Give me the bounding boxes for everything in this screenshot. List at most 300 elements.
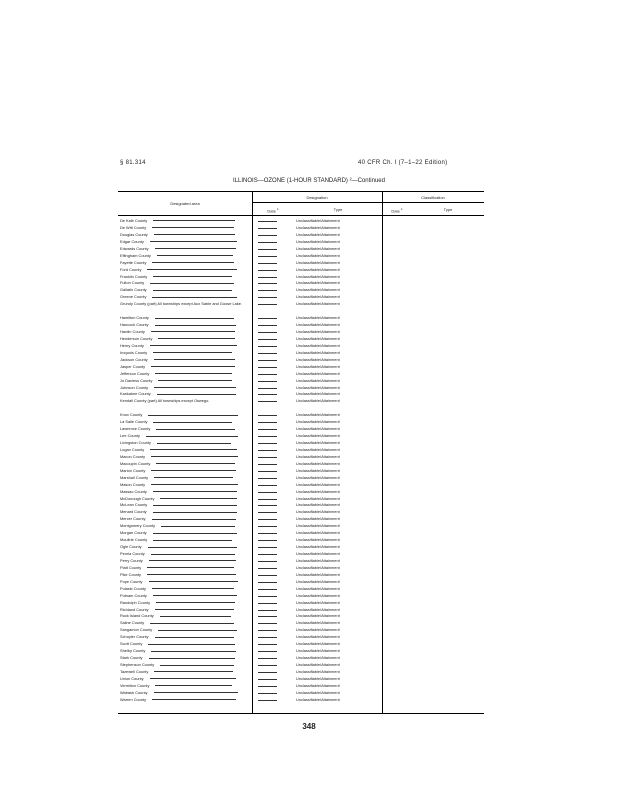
- designation-table: [118, 191, 484, 714]
- table-row: [118, 217, 484, 224]
- dot-leader: [161, 526, 235, 527]
- designation-type-cell: Unclassifiable/Attainment: [296, 620, 340, 626]
- table-row: [118, 273, 484, 280]
- dot-leader: [154, 359, 236, 360]
- table-row: [118, 293, 484, 300]
- date-blank: [258, 603, 277, 604]
- table-row: [118, 571, 484, 578]
- designation-type-cell: Unclassifiable/Attainment: [296, 585, 340, 591]
- date-blank: [258, 304, 277, 305]
- date-blank: [258, 540, 277, 541]
- designation-type-cell: Unclassifiable/Attainment: [296, 377, 340, 383]
- dot-leader: [150, 283, 234, 284]
- dot-leader: [149, 658, 236, 659]
- section-number: § 81.314: [120, 160, 146, 166]
- area-name: Union County: [120, 675, 144, 681]
- designated-area-cell: [120, 398, 248, 405]
- table-row: [118, 612, 484, 619]
- designation-type-cell: Unclassifiable/Attainment: [296, 641, 340, 647]
- table-row: [118, 266, 484, 273]
- date-blank: [258, 249, 277, 250]
- table-row: [118, 349, 484, 356]
- area-name: Richland County: [120, 606, 149, 612]
- designation-type-cell: Unclassifiable/Attainment: [296, 544, 340, 550]
- designation-type-cell: Unclassifiable/Attainment: [296, 516, 340, 522]
- date-blank: [258, 332, 277, 333]
- date-blank: [258, 547, 277, 548]
- table-row: [118, 453, 484, 460]
- dot-leader: [160, 498, 236, 499]
- date-blank: [258, 346, 277, 347]
- dot-leader: [155, 609, 234, 610]
- date-blank: [258, 526, 277, 527]
- dot-leader: [149, 560, 236, 561]
- table-row: [118, 640, 484, 647]
- dot-leader: [150, 678, 237, 679]
- date-blank: [258, 297, 277, 298]
- area-name: Hardin County: [120, 329, 145, 335]
- designation-type-cell: Unclassifiable/Attainment: [296, 453, 340, 459]
- date-blank: [258, 401, 277, 402]
- dot-leader: [153, 595, 237, 596]
- area-name: Menard County: [120, 509, 147, 515]
- designation-type-cell: Unclassifiable/Attainment: [296, 426, 340, 432]
- dot-leader: [150, 345, 237, 346]
- dot-leader: [155, 685, 231, 686]
- dot-leader: [152, 699, 236, 700]
- dot-leader: [160, 665, 234, 666]
- date-blank: [258, 464, 277, 465]
- area-name: McDonough County: [120, 495, 155, 501]
- date-blank: [258, 242, 277, 243]
- table-row: [118, 411, 484, 418]
- date-blank: [258, 263, 277, 264]
- area-name: Macon County: [120, 453, 146, 459]
- area-name: Macoupin County: [120, 460, 151, 466]
- table-row: [118, 384, 484, 391]
- dot-leader: [157, 255, 233, 256]
- area-name: Marshall County: [120, 474, 149, 480]
- designation-type-cell: Unclassifiable/Attainment: [296, 349, 340, 355]
- dot-leader: [155, 248, 237, 249]
- table-row: [118, 543, 484, 550]
- table-row: [118, 328, 484, 335]
- date-blank: [258, 492, 277, 493]
- date-blank: [258, 353, 277, 354]
- date-blank: [258, 388, 277, 389]
- designation-type-cell: Unclassifiable/Attainment: [296, 245, 340, 251]
- date-blank: [258, 512, 277, 513]
- dot-leader: [151, 331, 235, 332]
- dot-leader: [152, 519, 236, 520]
- dot-leader: [153, 512, 237, 513]
- dot-leader: [156, 463, 235, 464]
- designation-type-cell: Unclassifiable/Attainment: [296, 446, 340, 452]
- table-row: [118, 675, 484, 682]
- dot-leader: [154, 692, 238, 693]
- designated-area-cell: [120, 697, 248, 704]
- area-name: Henry County: [120, 342, 144, 348]
- area-name: Jo Daviess County: [120, 377, 153, 383]
- designation-type-cell: Unclassifiable/Attainment: [296, 224, 340, 230]
- area-name: Kankakee County: [120, 391, 151, 397]
- table-row: [118, 279, 484, 286]
- date-blank: [258, 610, 277, 611]
- area-name: Morgan County: [120, 530, 147, 536]
- designated-area-header: Designated area: [170, 201, 200, 206]
- area-name: Piatt County: [120, 564, 142, 570]
- dot-leader: [153, 422, 232, 423]
- designation-type-cell: Unclassifiable/Attainment: [296, 599, 340, 605]
- date-blank: [258, 457, 277, 458]
- table-row: [118, 633, 484, 640]
- date-blank: [258, 589, 277, 590]
- designation-type-cell: Unclassifiable/Attainment: [296, 280, 340, 286]
- dot-leader: [148, 415, 237, 416]
- designation-type-cell: Unclassifiable/Attainment: [296, 474, 340, 480]
- table-row: [118, 668, 484, 675]
- designation-type-cell: Unclassifiable/Attainment: [296, 689, 340, 695]
- area-name: Sangamon County: [120, 627, 153, 633]
- date-blank: [258, 582, 277, 583]
- designation-type-cell: Unclassifiable/Attainment: [296, 238, 340, 244]
- designation-type-cell: Unclassifiable/Attainment: [296, 322, 340, 328]
- date-blank: [258, 429, 277, 430]
- dot-leader: [154, 477, 233, 478]
- area-name: Mercer County: [120, 516, 146, 522]
- date-blank: [258, 367, 277, 368]
- date-blank: [258, 665, 277, 666]
- table-row: [118, 682, 484, 689]
- dot-leader: [154, 387, 236, 388]
- designation-type-cell: Unclassifiable/Attainment: [296, 488, 340, 494]
- table-row: [118, 314, 484, 321]
- table-row: [118, 529, 484, 536]
- designation-type-cell: Unclassifiable/Attainment: [296, 509, 340, 515]
- dot-leader: [151, 366, 235, 367]
- designation-type-cell: Unclassifiable/Attainment: [296, 495, 340, 501]
- date-blank: [258, 679, 277, 680]
- designation-type-cell: Unclassifiable/Attainment: [296, 537, 340, 543]
- designated-area-cell: [120, 301, 248, 308]
- area-name: Randolph County: [120, 599, 151, 605]
- header-rule: [118, 215, 484, 216]
- designation-type-cell: Unclassifiable/Attainment: [296, 335, 340, 341]
- area-name: Rock Island County: [120, 613, 154, 619]
- designation-type-cell: Unclassifiable/Attainment: [296, 668, 340, 674]
- dot-leader: [150, 241, 237, 242]
- table-row: [118, 661, 484, 668]
- table-body: [118, 217, 484, 703]
- date-blank: [258, 499, 277, 500]
- date-blank: [258, 616, 277, 617]
- table-row: [118, 321, 484, 328]
- table-row: [118, 481, 484, 488]
- table-row: [118, 536, 484, 543]
- date-blank: [258, 623, 277, 624]
- dot-leader: [155, 318, 234, 319]
- designation-type-cell: Unclassifiable/Attainment: [296, 648, 340, 654]
- table-row: [118, 508, 484, 515]
- dot-leader: [152, 227, 234, 228]
- date-blank: [258, 651, 277, 652]
- table-row: [118, 259, 484, 266]
- table-row: [118, 245, 484, 252]
- designation-header: Designation: [306, 195, 328, 200]
- dot-leader: [153, 533, 237, 534]
- date-blank: [258, 554, 277, 555]
- designation-type-cell: Unclassifiable/Attainment: [296, 502, 340, 508]
- area-name: Saline County: [120, 620, 145, 626]
- dot-leader: [153, 276, 232, 277]
- area-name: Iroquois County: [120, 349, 148, 355]
- designation-type-cell: Unclassifiable/Attainment: [296, 398, 340, 404]
- designation-type-cell: Unclassifiable/Attainment: [296, 384, 340, 390]
- table-row: [118, 460, 484, 467]
- date-blank: [258, 561, 277, 562]
- dot-leader: [154, 671, 233, 672]
- dot-leader: [147, 574, 236, 575]
- date-blank: [258, 575, 277, 576]
- area-name: La Salle County: [120, 419, 148, 425]
- designation-type-cell: Unclassifiable/Attainment: [296, 252, 340, 258]
- table-row: [118, 439, 484, 446]
- table-row: [118, 397, 484, 411]
- classification-header: Classification: [421, 195, 445, 200]
- table-row: [118, 342, 484, 349]
- date-blank: [258, 325, 277, 326]
- table-row: [118, 626, 484, 633]
- date-blank: [258, 283, 277, 284]
- table-row: [118, 474, 484, 481]
- table-row: [118, 654, 484, 661]
- designation-type-cell: Unclassifiable/Attainment: [296, 259, 340, 265]
- designation-type-cell: Unclassifiable/Attainment: [296, 460, 340, 466]
- area-name: Lee County: [120, 433, 140, 439]
- dot-leader: [151, 651, 235, 652]
- dot-leader: [154, 234, 236, 235]
- designation-type-cell: Unclassifiable/Attainment: [296, 551, 340, 557]
- designation-type-cell: Unclassifiable/Attainment: [296, 564, 340, 570]
- area-name: Kendall County (part) All townships except Oswego.: [120, 398, 210, 404]
- dot-leader: [153, 220, 235, 221]
- date-blank: [258, 693, 277, 694]
- page-number: 348: [302, 722, 316, 731]
- table-row: [118, 377, 484, 384]
- area-name: Moultrie County: [120, 537, 148, 543]
- designation-type-cell: Unclassifiable/Attainment: [296, 682, 340, 688]
- designation-type-cell: Unclassifiable/Attainment: [296, 440, 340, 446]
- table-row: [118, 495, 484, 502]
- designation-type-cell: Unclassifiable/Attainment: [296, 329, 340, 335]
- table-row: [118, 370, 484, 377]
- table-row: [118, 564, 484, 571]
- designation-type-cell: Unclassifiable/Attainment: [296, 696, 340, 702]
- area-name: Fayette County: [120, 259, 147, 265]
- area-name: Jasper County: [120, 363, 146, 369]
- date-blank: [258, 700, 277, 701]
- date-blank: [258, 270, 277, 271]
- dot-leader: [151, 484, 238, 485]
- area-name: Edwards County: [120, 245, 149, 251]
- designation-type-cell: Unclassifiable/Attainment: [296, 301, 340, 307]
- dot-leader: [158, 630, 237, 631]
- date-blank: [258, 658, 277, 659]
- dot-leader: [155, 637, 234, 638]
- table-row: [118, 599, 484, 606]
- cfr-citation: 40 CFR Ch. I (7–1–22 Edition): [358, 160, 448, 166]
- designation-type-cell: Unclassifiable/Attainment: [296, 662, 340, 668]
- table-row: [118, 696, 484, 703]
- table-row: [118, 252, 484, 259]
- dot-leader: [160, 616, 231, 617]
- date-blank: [258, 686, 277, 687]
- designation-type-cell: Unclassifiable/Attainment: [296, 273, 340, 279]
- table-row: [118, 231, 484, 238]
- header-divider: [252, 202, 484, 203]
- area-name: Douglas County: [120, 231, 148, 237]
- area-name: Knox County: [120, 412, 143, 418]
- dot-leader: [153, 505, 237, 506]
- dot-leader: [153, 540, 232, 541]
- table-row: [118, 557, 484, 564]
- designation-type-cell: Unclassifiable/Attainment: [296, 433, 340, 439]
- area-name: Stephenson County: [120, 662, 155, 668]
- dot-leader: [151, 554, 235, 555]
- area-name: Effingham County: [120, 252, 151, 258]
- area-name: Edgar County: [120, 238, 144, 244]
- table-row: [118, 224, 484, 231]
- table-row: [118, 689, 484, 696]
- area-name: Livingston County: [120, 440, 151, 446]
- designation-type-cell: Unclassifiable/Attainment: [296, 231, 340, 237]
- table-row: [118, 550, 484, 557]
- dot-leader: [150, 449, 237, 450]
- table-row: [118, 606, 484, 613]
- designation-type-cell: Unclassifiable/Attainment: [296, 467, 340, 473]
- area-name: Henderson County: [120, 335, 153, 341]
- designation-type-cell: Unclassifiable/Attainment: [296, 613, 340, 619]
- area-name: Peoria County: [120, 551, 145, 557]
- designation-type-header: Type: [333, 207, 343, 212]
- date-blank: [258, 374, 277, 375]
- table-row: [118, 425, 484, 432]
- table-row: [118, 522, 484, 529]
- area-name: Warren County: [120, 696, 147, 702]
- area-name: Gallatin County: [120, 287, 147, 293]
- date-blank: [258, 277, 277, 278]
- dot-leader: [147, 269, 236, 270]
- area-name: Franklin County: [120, 273, 148, 279]
- table-row: [118, 356, 484, 363]
- dot-leader: [156, 429, 235, 430]
- dot-leader: [157, 443, 231, 444]
- table-row: [118, 390, 484, 397]
- date-blank: [258, 339, 277, 340]
- dot-leader: [152, 588, 234, 589]
- designation-type-cell: Unclassifiable/Attainment: [296, 294, 340, 300]
- designation-type-cell: Unclassifiable/Attainment: [296, 655, 340, 661]
- classification-type-header: Type: [443, 207, 453, 212]
- designation-type-cell: Unclassifiable/Attainment: [296, 266, 340, 272]
- date-blank: [258, 596, 277, 597]
- dot-leader: [152, 297, 236, 298]
- date-blank: [258, 505, 277, 506]
- date-blank: [258, 637, 277, 638]
- area-name: Hamilton County: [120, 315, 149, 321]
- date-blank: [258, 381, 277, 382]
- table-title: ILLINOIS—OZONE (1-HOUR STANDARD) ²—Continued: [233, 178, 385, 184]
- designation-type-cell: Unclassifiable/Attainment: [296, 370, 340, 376]
- designation-date-header: Date $^1$: [267, 207, 279, 214]
- date-blank: [258, 256, 277, 257]
- designation-type-cell: Unclassifiable/Attainment: [296, 287, 340, 293]
- dot-leader: [146, 436, 238, 437]
- date-blank: [258, 630, 277, 631]
- area-name: Grundy County (part) All townships except Aux Sable and Goose Lake.: [120, 301, 242, 307]
- designation-type-cell: Unclassifiable/Attainment: [296, 419, 340, 425]
- dot-leader: [156, 602, 235, 603]
- area-name: Vermilion County: [120, 682, 150, 688]
- area-name: Lawrence County: [120, 426, 151, 432]
- table-row: [118, 363, 484, 370]
- table-row: [118, 488, 484, 495]
- dot-leader: [152, 262, 234, 263]
- area-name: Ogle County: [120, 544, 142, 550]
- date-blank: [258, 568, 277, 569]
- area-name: Pope County: [120, 578, 143, 584]
- dot-leader: [155, 325, 237, 326]
- area-name: Pulaski County: [120, 585, 146, 591]
- area-name: Perry County: [120, 557, 143, 563]
- area-name: Shelby County: [120, 648, 146, 654]
- area-name: Johnson County: [120, 384, 149, 390]
- date-blank: [258, 422, 277, 423]
- date-blank: [258, 672, 277, 673]
- date-blank: [258, 533, 277, 534]
- designation-type-cell: Unclassifiable/Attainment: [296, 627, 340, 633]
- area-name: Jackson County: [120, 356, 148, 362]
- designation-type-cell: Unclassifiable/Attainment: [296, 592, 340, 598]
- designation-type-cell: Unclassifiable/Attainment: [296, 356, 340, 362]
- area-name: Ford County: [120, 266, 142, 272]
- table-row: [118, 432, 484, 439]
- table-row: [118, 238, 484, 245]
- dot-leader: [149, 581, 238, 582]
- designation-type-cell: Unclassifiable/Attainment: [296, 481, 340, 487]
- area-name: Logan County: [120, 446, 145, 452]
- table-row: [118, 335, 484, 342]
- date-blank: [258, 228, 277, 229]
- date-blank: [258, 415, 277, 416]
- table-row: [118, 578, 484, 585]
- area-name: Wabash County: [120, 689, 148, 695]
- table-row: [118, 592, 484, 599]
- designation-type-cell: Unclassifiable/Attainment: [296, 391, 340, 397]
- area-name: Greene County: [120, 294, 147, 300]
- dot-leader: [148, 547, 237, 548]
- date-blank: [258, 450, 277, 451]
- table-row: [118, 286, 484, 293]
- date-blank: [258, 644, 277, 645]
- area-name: Massac County: [120, 488, 147, 494]
- dot-leader: [157, 394, 236, 395]
- date-blank: [258, 318, 277, 319]
- table-row: [118, 446, 484, 453]
- designation-type-cell: Unclassifiable/Attainment: [296, 218, 340, 223]
- table-row: [118, 418, 484, 425]
- dot-leader: [151, 470, 235, 471]
